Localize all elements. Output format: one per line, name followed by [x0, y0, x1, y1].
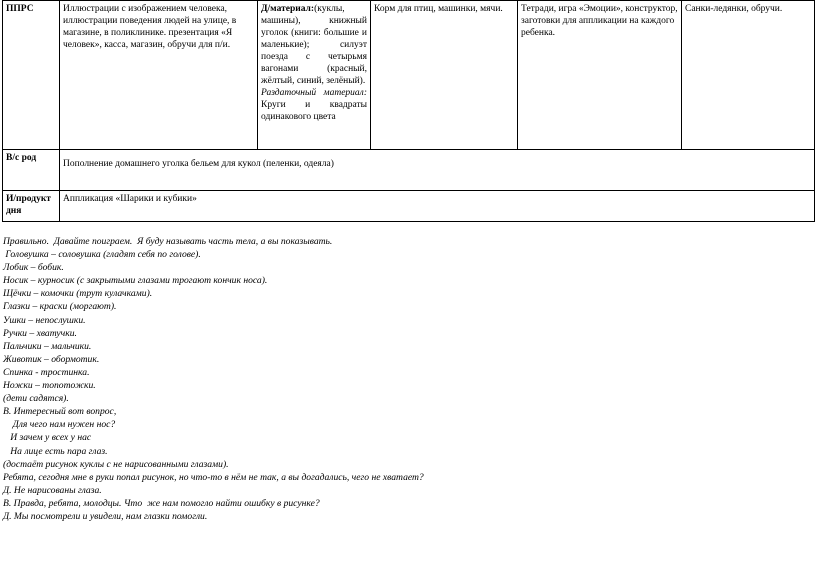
table-row — [3, 1, 815, 150]
cell-materials — [258, 1, 371, 150]
story-line: Носик – курносик (с закрытыми глазами трогают кончик носа). — [3, 275, 268, 287]
handout-text: Круги и квадраты одинакового цвета — [261, 100, 367, 122]
row-label-product: И/продукт дня — [3, 191, 60, 222]
cell-notebooks: Тетради, игра «Эмоции», конструктор, заготовки для аппликации на каждого ребенка. — [518, 1, 682, 150]
game-script — [3, 235, 803, 523]
story-line: Ножки – топотожки. — [3, 380, 96, 392]
handout-label: Раздаточный материал: — [261, 88, 367, 98]
cell-illustrations: Иллюстрации с изображением человека, иллюстрации поведения людей на улице, в магазине, в поликлинике. презентация «Я человек», касса, магазин, обручи для п/и. — [60, 1, 258, 150]
story-line: Лобик – бобик. — [3, 262, 64, 274]
story-line: Д. Мы посмотрели и увидели, нам глазки помогли. — [3, 510, 208, 522]
story-line: В. Правда, ребята, молодцы. Что же нам помогло найти ошибку в рисунке? — [3, 497, 320, 509]
cell-bird-feed: Корм для птиц, машинки, мячи. — [371, 1, 518, 150]
table-row — [3, 150, 815, 191]
story-line: Животик – обормотик. — [3, 353, 100, 365]
materials-label: Д/материал: — [261, 4, 315, 14]
story-line: Ушки – непослушки. — [3, 314, 86, 326]
story-line: Ручки – хватучки. — [3, 327, 77, 339]
story-line: Пальчики – мальчики. — [3, 340, 92, 352]
story-line: Глазки – краски (моргают). — [3, 301, 117, 313]
story-line: (достаёт рисунок куклы с не нарисованными глазами). — [3, 458, 229, 470]
cell-applique: Аппликация «Шарики и кубики» — [60, 191, 815, 222]
story-line: (дети садятся). — [3, 393, 69, 405]
table-row — [3, 191, 815, 222]
cell-sleds: Санки-ледянки, обручи. — [682, 1, 815, 150]
row-label-ppr: ППРС — [3, 1, 60, 150]
story-line: Ребята, сегодня мне в руки попал рисунок, но что-то в нём не так, а вы догадались, чего не хватает? — [3, 471, 424, 483]
row-label-vs-rod: В/с род — [3, 150, 60, 191]
cell-home-corner: Пополнение домашнего уголка бельем для кукол (пеленки, одеяла) — [60, 150, 815, 191]
story-line: В. Интересный вот вопрос, — [3, 406, 117, 418]
story-line: Головушка – соловушка (гладят себя по голове). — [3, 249, 201, 261]
story-line: Для чего нам нужен нос? — [3, 419, 116, 431]
plan-table — [2, 0, 815, 222]
story-line: Правильно. Давайте поиграем. Я буду называть часть тела, а вы показывать. — [3, 236, 333, 247]
story-line: И зачем у всех у нас — [3, 432, 92, 444]
materials-text: (куклы, машины), книжный уголок (книги: большие и маленькие); силуэт поезда с четырьмя вагонами (красный, жёлтый, синий, зелёный). — [261, 4, 367, 86]
story-line: Щёчки – комочки (трут кулачками). — [3, 288, 153, 300]
story-line: На лице есть пара глаз. — [3, 445, 108, 457]
story-line: Д. Не нарисованы глаза. — [3, 484, 102, 496]
story-line: Спинка - тростинка. — [3, 366, 90, 378]
